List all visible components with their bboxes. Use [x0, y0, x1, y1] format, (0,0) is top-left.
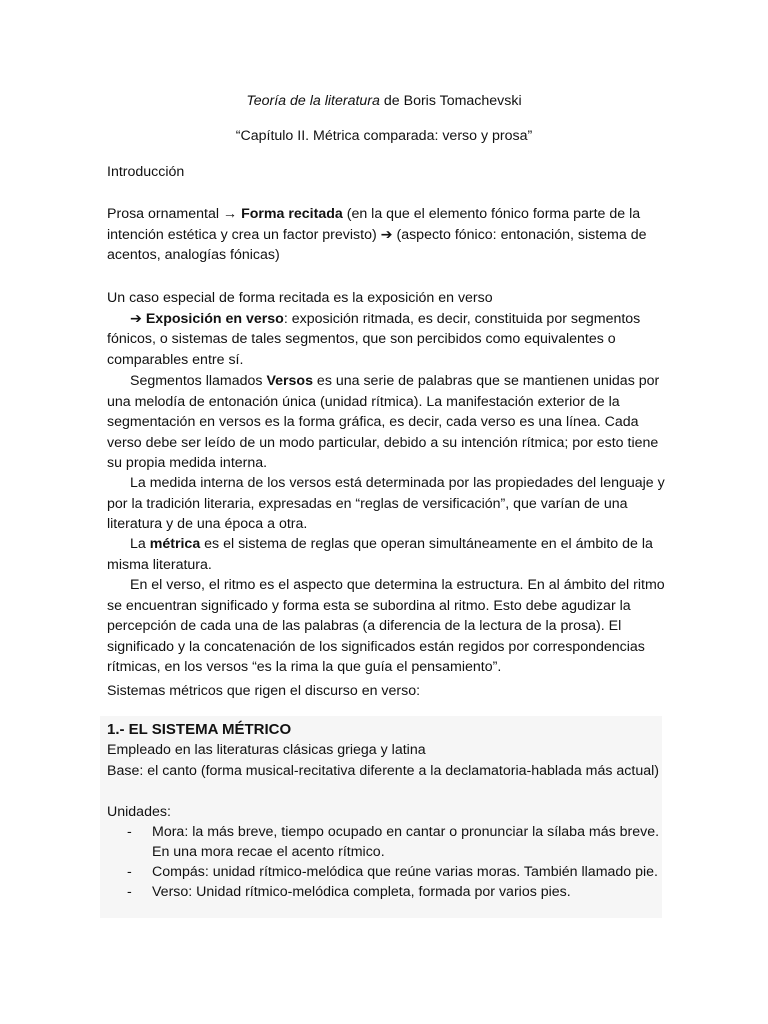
section-line-unidades: Unidades:: [107, 804, 171, 820]
text-run: es el sistema de reglas que operan simultáneamente en el ámbito de la misma literatura.: [107, 536, 653, 573]
bold-term: métrica: [149, 536, 201, 552]
paragraph-sistemas: Sistemas métricos que rigen el discurso en verso:: [107, 683, 421, 699]
bold-term: Exposición en verso: [145, 310, 284, 327]
text-run: La: [130, 536, 150, 552]
text-run: (en la que el elemento fónico forma parte de la intención estética y crea un factor previsto) ➔ (aspecto fónico: entonación, sistema de acentos, analogías fónicas): [107, 206, 647, 263]
section-title: 1.- EL SISTEMA MÉTRICO: [107, 721, 292, 738]
text-run: Un caso especial de forma recitada es la exposición en verso: [107, 290, 493, 306]
paragraph-prosa: [107, 204, 667, 266]
list-item: [107, 862, 667, 882]
section-line-empleado: Empleado en las literaturas clásicas griega y latina: [107, 742, 426, 758]
paragraph-medida: La medida interna de los versos está determinada por las propiedades del lenguaje y por la tradición literaria, expresadas en “reglas de versificación”, que varían de una literatura y de una época a otra.: [107, 475, 665, 532]
paragraph-metrica: [107, 534, 667, 575]
document-title: [0, 91, 768, 111]
author-line: de Boris Tomachevski: [379, 93, 522, 109]
section-line-base: Base: el canto (forma musical-recitativa diferente a la declamatoria-hablada más actual): [107, 763, 659, 779]
text-run: es una serie de palabras que se mantienen unidas por una melodía de entonación única (unidad rítmica). La manifestación exterior de la segmentación en versos es la forma gráfica, es decir, cada verso es una línea. Cada verso debe ser leído de un modo particular, debido a su intención rítmica; por esto tiene su propia medida interna.: [107, 373, 660, 471]
units-list: [107, 822, 667, 902]
chapter-title: “Capítulo II. Métrica comparada: verso y prosa”: [235, 128, 533, 144]
list-item-text: Compás: unidad rítmico-melódica que reúne varias moras. También llamado pie.: [152, 864, 659, 880]
paragraph-ritmo: En el verso, el ritmo es el aspecto que determina la estructura. En al ámbito del ritmo se encuentran significado y forma esta se subordina al ritmo. Esto debe agudizar la percepción de cada una de las palabras (a diferencia de la lectura de la prosa). El significado y la concatenación de los significados están regidos por correspondencias rítmicas, en los versos “es la rima la que guía el pensamiento”.: [107, 577, 665, 675]
list-item-text: Mora: la más breve, tiempo ocupado en cantar o pronunciar la sílaba más breve. En una mora recae el acento rítmico.: [152, 824, 660, 860]
paragraph-caso: [107, 288, 667, 370]
paragraph-segmentos: [107, 371, 667, 474]
list-item: [107, 822, 667, 862]
text-run: Segmentos llamados: [130, 373, 267, 389]
dash-bullet: -: [127, 824, 132, 840]
intro-heading: Introducción: [107, 164, 185, 180]
text-run: Prosa ornamental →: [107, 206, 242, 222]
book-title: Teoría de la literatura: [246, 93, 380, 109]
text-run: : exposición ritmada, es decir, constituida por segmentos fónicos, o sistemas de tales segmentos, que son percibidos como equivalentes o comparables entre sí.: [107, 310, 641, 368]
list-item: [107, 882, 667, 902]
dash-bullet: -: [127, 884, 132, 900]
bold-term: Forma recitada: [241, 206, 343, 222]
list-item-text: Verso: Unidad rítmico-melódica completa, formada por varios pies.: [152, 884, 571, 900]
arrow-icon: ➔: [130, 310, 146, 327]
bold-term: Versos: [266, 373, 313, 389]
dash-bullet: -: [127, 864, 132, 880]
